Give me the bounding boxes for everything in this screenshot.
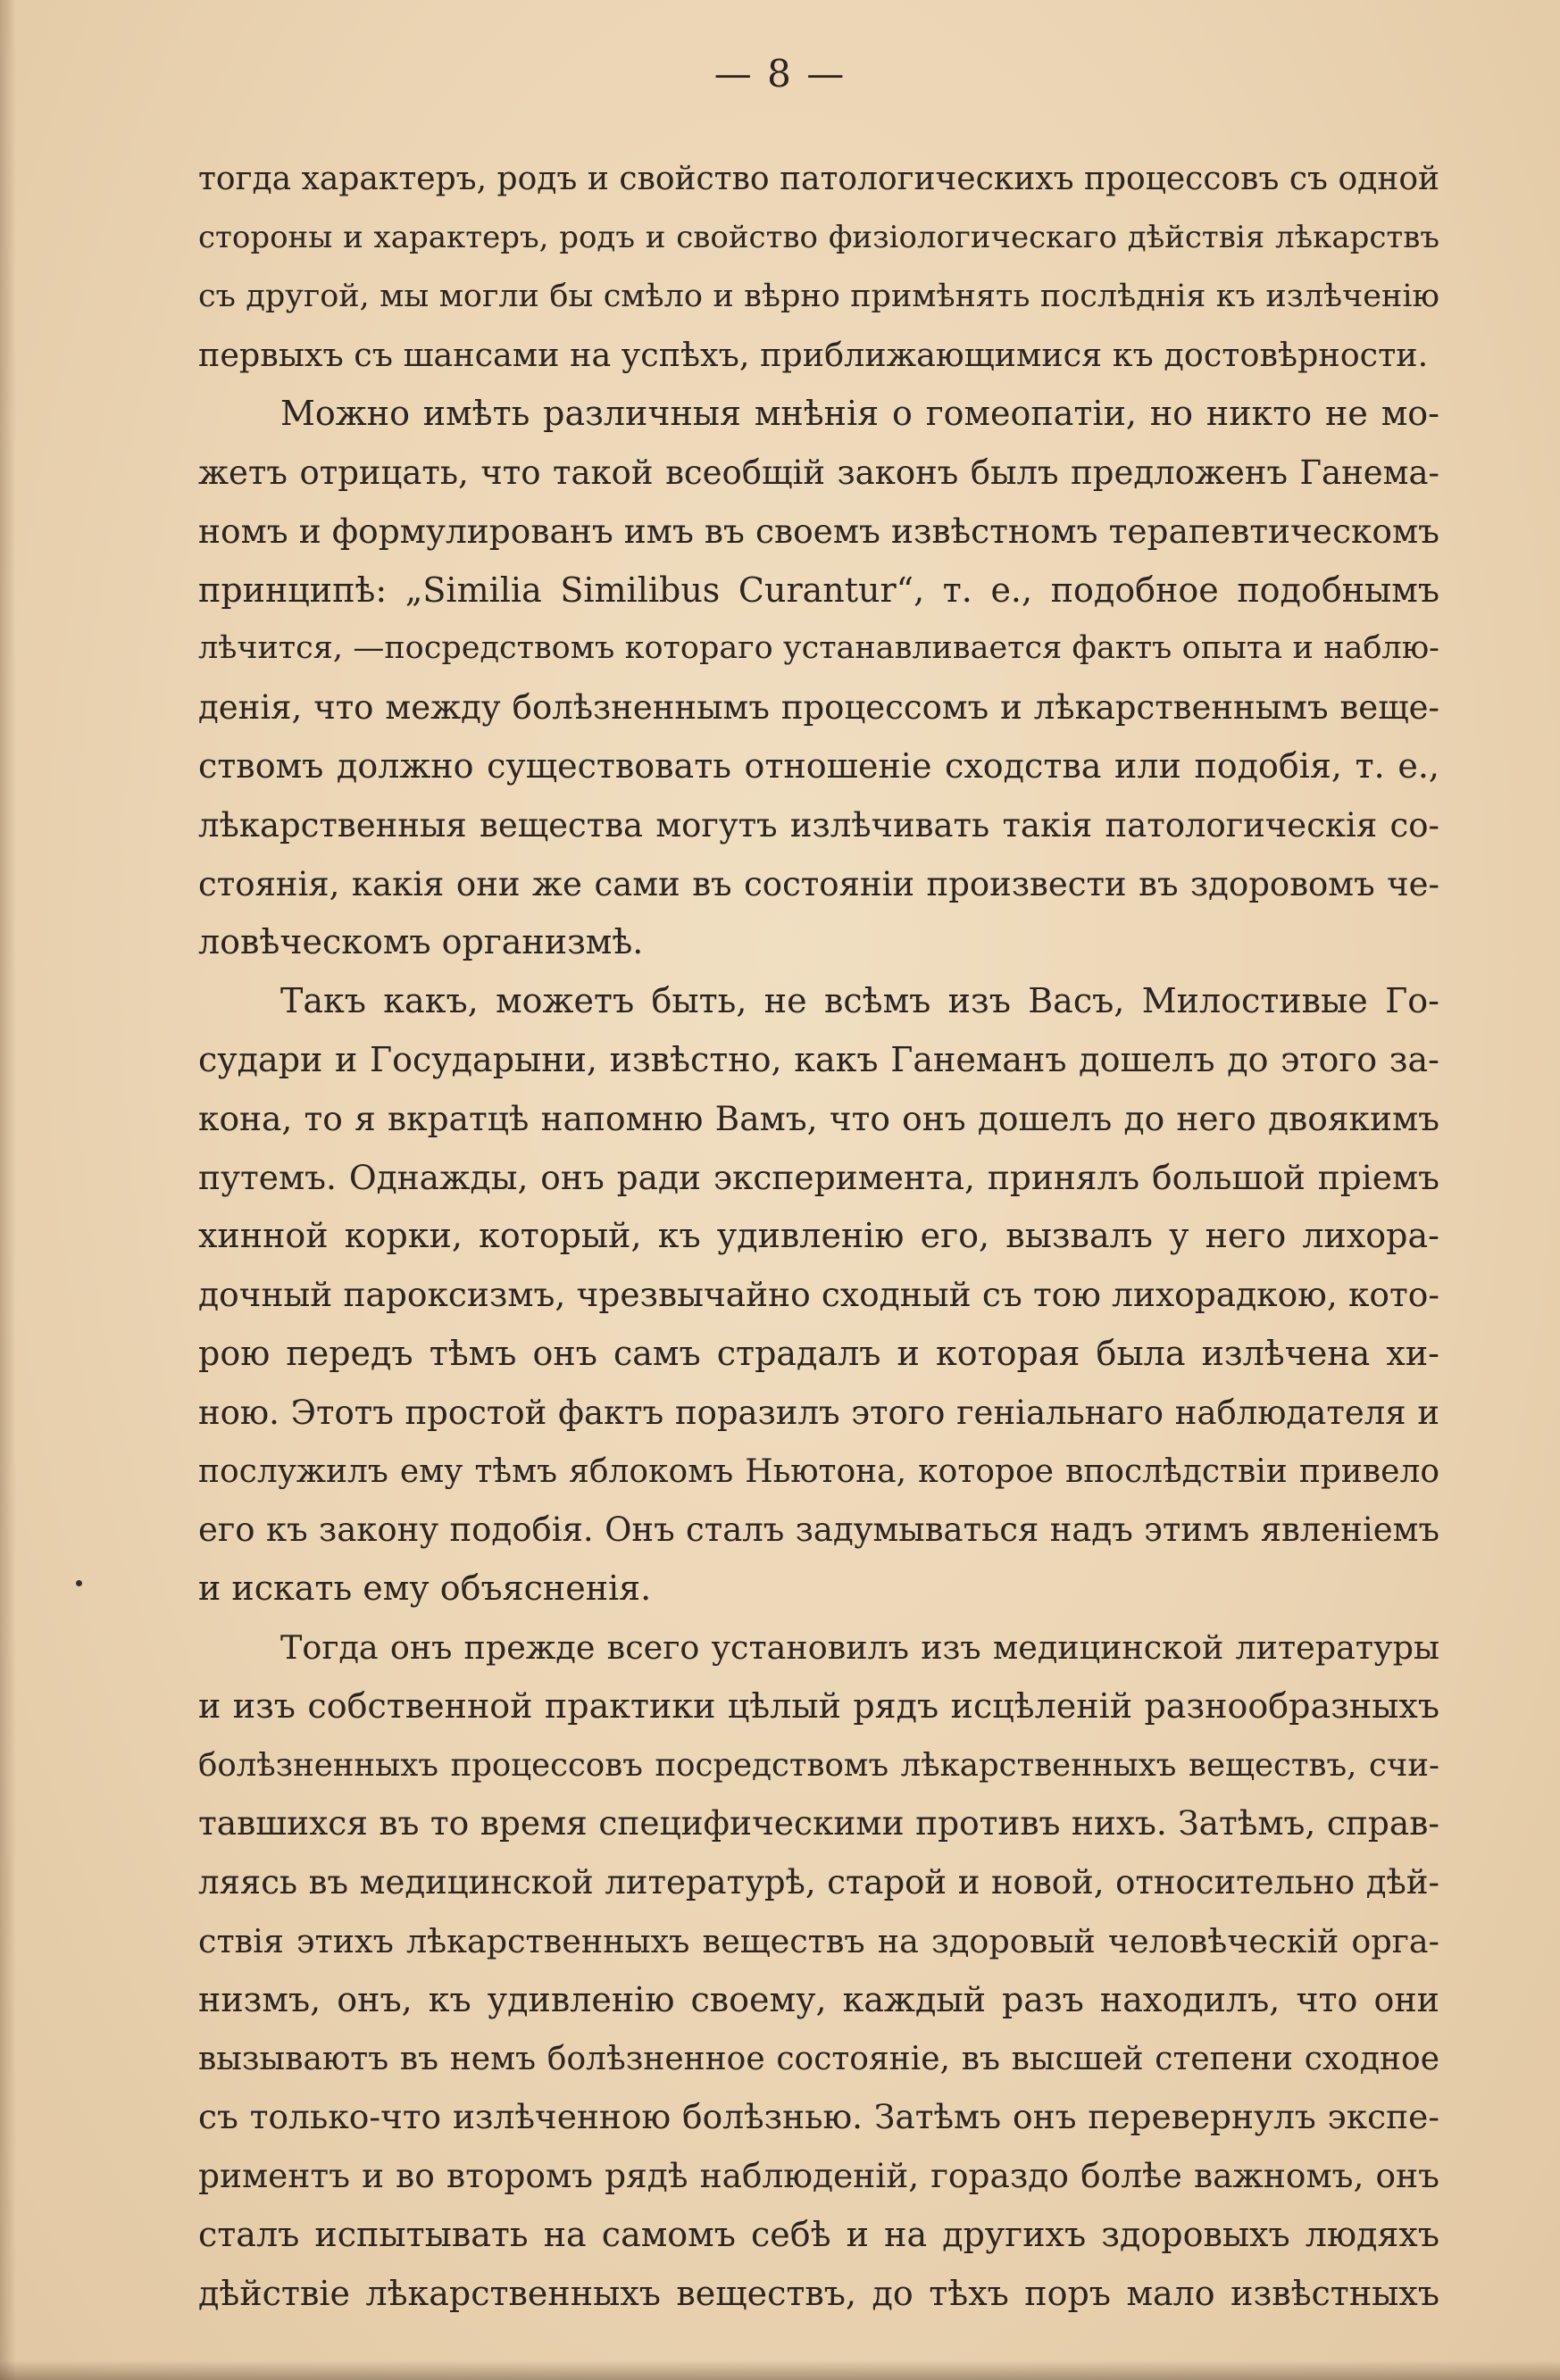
page-number: — 8 — xyxy=(713,52,847,96)
text-line: сталъ испытывать на самомъ себѣ и на другихъ здоровыхъ людяхъ xyxy=(198,2214,1439,2254)
text-line: ствомъ должно существовать отношенiе сходства или подобiя, т. е., xyxy=(198,745,1439,786)
text-line: болѣзненныхъ процессовъ посредствомъ лѣкарственныхъ веществъ, счи- xyxy=(198,1746,1439,1784)
body-text xyxy=(198,150,1439,2323)
text-line: Можно имѣть различныя мнѣнiя о гомеопатiи, но никто не мо- xyxy=(280,394,1439,434)
text-line: и изъ собственной практики цѣлый рядъ исцѣленiй разнообразныхъ xyxy=(198,1685,1439,1726)
text-line: и искать ему объясненiя. xyxy=(198,1569,652,1609)
text-line: рою передъ тѣмъ онъ самъ страдалъ и которая была излѣчена хи- xyxy=(198,1333,1439,1373)
text-line: стоянiя, какiя они же сами въ состоянiи произвести въ здоровомъ че- xyxy=(198,864,1439,903)
page-spine-shadow xyxy=(0,0,16,2380)
text-line: лѣкарственныя вещества могутъ излѣчивать такiя патологическiя со- xyxy=(198,805,1439,845)
text-line: жетъ отрицать, что такой всеобщiй законъ былъ предложенъ Ганема- xyxy=(198,453,1439,492)
text-line: съ только-что излѣченною болѣзнью. Затѣмъ онъ перевернулъ экспе- xyxy=(198,2097,1439,2137)
text-line: дѣйствiе лѣкарственныхъ веществъ, до тѣхъ поръ мало извѣстныхъ xyxy=(198,2273,1439,2313)
text-line: дочный пароксизмъ, чрезвычайно сходный съ тою лихорадкою, кото- xyxy=(198,1275,1439,1315)
text-line: вызываютъ въ немъ болѣзненное состоянiе, въ высшей степени сходное xyxy=(198,2040,1439,2077)
text-line: послужилъ ему тѣмъ яблокомъ Ньютона, которое впослѣдствiи привело xyxy=(198,1452,1439,1490)
text-line: тавшихся въ то время специфическими противъ нихъ. Затѣмъ, справ- xyxy=(198,1803,1439,1843)
text-line: кона, то я вкратцѣ напомню Вамъ, что онъ дошелъ до него двоякимъ xyxy=(198,1098,1439,1138)
text-line: тогда характеръ, родъ и свойство патологическихъ процессовъ съ одной xyxy=(198,161,1439,197)
text-line: съ другой, мы могли бы смѣло и вѣрно примѣнять послѣднiя къ излѣченiю xyxy=(198,278,1439,314)
text-line: Тогда онъ прежде всего установилъ изъ медицинской литературы xyxy=(280,1627,1439,1667)
text-line: номъ и формулированъ имъ въ своемъ извѣстномъ терапевтическомъ xyxy=(198,511,1439,551)
ink-speck xyxy=(76,1580,82,1586)
page-bottom-edge xyxy=(0,2360,1560,2380)
text-line: риментъ и во второмъ рядѣ наблюденiй, гораздо болѣе важномъ, онъ xyxy=(198,2156,1439,2196)
text-line: ловѣческомъ организмѣ. xyxy=(198,922,644,962)
text-line: денiя, что между болѣзненнымъ процессомъ и лѣкарственнымъ веще- xyxy=(198,688,1439,728)
text-line: ляясь въ медицинской литературѣ, старой и новой, относительно дѣй- xyxy=(198,1863,1439,1902)
text-line: хинной корки, который, къ удивленiю его, вызвалъ у него лихора- xyxy=(198,1216,1439,1256)
text-line: лѣчится, —посредствомъ котораго устанавливается фактъ опыта и наблю- xyxy=(198,630,1439,667)
text-line: низмъ, онъ, къ удивленiю своему, каждый разъ находилъ, что они xyxy=(198,1979,1439,2019)
text-line: ною. Этотъ простой фактъ поразилъ этого генiальнаго наблюдателя и xyxy=(198,1393,1439,1432)
text-line: Такъ какъ, можетъ быть, не всѣмъ изъ Васъ, Милостивые Го- xyxy=(280,981,1439,1021)
text-line: принципѣ: „Similia Similibus Curantur“, т. е., подобное подобнымъ xyxy=(198,570,1439,610)
text-line: его къ закону подобiя. Онъ сталъ задумываться надъ этимъ явленiемъ xyxy=(198,1510,1439,1550)
text-line: судари и Государыни, извѣстно, какъ Ганеманъ дошелъ до этого за- xyxy=(198,1039,1439,1079)
text-line: ствiя этихъ лѣкарственныхъ веществъ на здоровый человѣческiй орга- xyxy=(198,1921,1439,1960)
text-line: стороны и характеръ, родъ и свойство физiологическаго дѣйствiя лѣкарствъ xyxy=(198,219,1439,255)
text-line: первыхъ съ шансами на успѣхъ, приближающимися къ достовѣрности. xyxy=(198,336,1429,375)
text-line: путемъ. Однажды, онъ ради эксперимента, принялъ большой прiемъ xyxy=(198,1157,1439,1197)
